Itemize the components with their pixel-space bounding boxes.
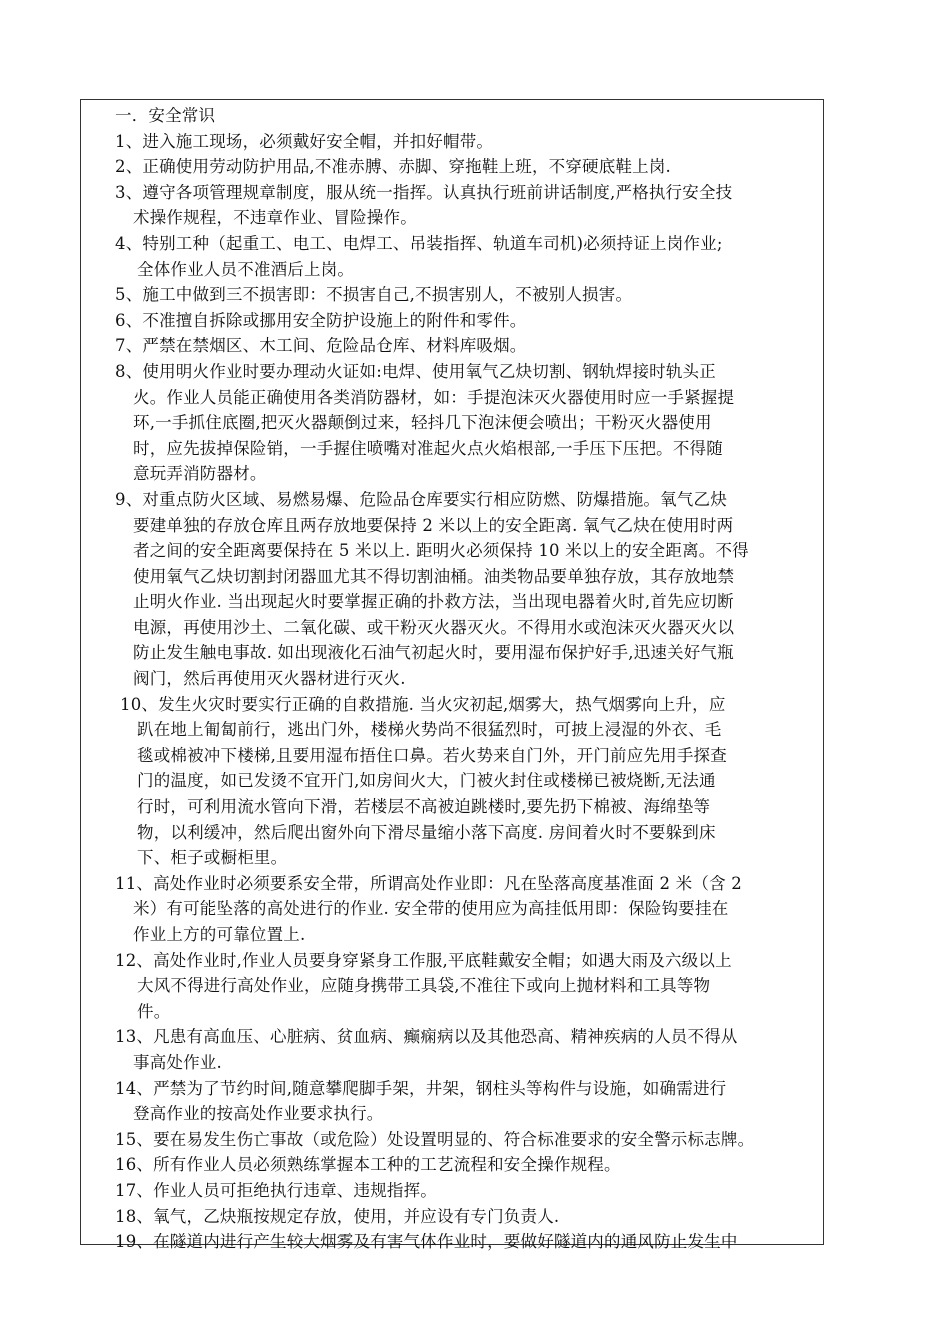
rule-11-line-2: 米）有可能坠落的高处进行的作业. 安全带的使用应为高挂低用即：保险钩要挂在 [133, 899, 729, 919]
rule-4-line-1: 4、特别工种（起重工、电工、电焊工、吊装指挥、轨道车司机)必须持证上岗作业; [115, 233, 723, 253]
section-title: 一．安全常识 [115, 106, 216, 125]
rule-10-line-3: 毯或棉被冲下楼梯,且要用湿布捂住口鼻。若火势来自门外，开门前应先用手探查 [137, 745, 727, 765]
rule-9-line-6: 电源，再使用沙土、二氧化碳、或干粉灭火器灭火。不得用水或泡沫灭火器灭火以 [133, 617, 735, 637]
rule-15-line-1: 15、要在易发生伤亡事故（或危险）处设置明显的、符合标准要求的安全警示标志牌。 [115, 1129, 755, 1149]
rule-14-line-2: 登高作业的按高处作业要求执行。 [133, 1104, 384, 1124]
rule-9-line-5: 止明火作业. 当出现起火时要掌握正确的扑救方法，当出现电器着火时,首先应切断 [133, 592, 734, 612]
rule-13-line-1: 13、凡患有高血压、心脏病、贫血病、癫痫病以及其他恐高、精神疾病的人员不得从 [115, 1027, 738, 1047]
rule-10-line-2: 趴在地上匍匐前行，逃出门外，楼梯火势尚不很猛烈时，可披上浸湿的外衣、毛 [137, 720, 722, 740]
rule-17-line-1: 17、作业人员可拒绝执行违章、违规指挥。 [115, 1180, 437, 1200]
rule-3-line-1: 3、遵守各项管理规章制度，服从统一指挥。认真执行班前讲话制度,严格执行安全技 [115, 182, 733, 202]
rule-8-line-5: 意玩弄消防器材。 [133, 464, 267, 484]
rule-10-line-5: 行时，可利用流水管向下滑，若楼层不高被迫跳楼时,要先扔下棉被、海绵垫等 [137, 797, 711, 817]
rule-8-line-3: 环,一手抓住底圈,把灭火器颠倒过来，轻抖几下泡沫便会喷出；干粉灭火器使用 [133, 413, 712, 433]
rule-6-line-1: 6、不准擅自拆除或挪用安全防护设施上的附件和零件。 [115, 310, 527, 330]
rule-9-line-7: 防止发生触电事故. 如出现液化石油气初起火时，要用湿布保护好手,迅速关好气瓶 [133, 643, 734, 663]
rule-8-line-1: 8、使用明火作业时要办理动火证如:电焊、使用氧气乙炔切割、钢轨焊接时轨头正 [115, 361, 716, 381]
rule-8-line-2: 火。作业人员能正确使用各类消防器材，如：手提泡沫灭火器使用时应一手紧握提 [133, 387, 735, 407]
rule-9-line-1: 9、对重点防火区域、易燃易爆、危险品仓库要实行相应防燃、防爆措施。氧气乙炔 [115, 489, 727, 509]
rule-2-line-1: 2、正确使用劳动防护用品,不准赤膊、赤脚、穿拖鞋上班，不穿硬底鞋上岗. [115, 157, 671, 177]
rule-12-line-3: 件。 [137, 1001, 171, 1021]
rule-5-line-1: 5、施工中做到三不损害即：不损害自己,不损害别人，不被别人损害。 [115, 285, 633, 305]
rule-10-line-6: 物，以利缓冲，然后爬出窗外向下滑尽量缩小落下高度. 房间着火时不要躲到床 [137, 822, 716, 842]
rule-7-line-1: 7、严禁在禁烟区、木工间、危险品仓库、材料库吸烟。 [115, 336, 527, 356]
rule-14-line-1: 14、严禁为了节约时间,随意攀爬脚手架，井架，钢柱头等构件与设施，如确需进行 [115, 1078, 727, 1098]
rule-18-line-1: 18、氧气，乙炔瓶按规定存放，使用，并应设有专门负责人. [115, 1206, 560, 1226]
rule-4-line-2: 全体作业人员不准酒后上岗。 [137, 259, 355, 279]
rule-10-line-4: 门的温度，如已发烫不宜开门,如房间火大，门被火封住或楼梯已被烧断,无法通 [137, 771, 716, 791]
rule-19-line-1: 19、在隧道内进行产生较大烟雾及有害气体作业时，要做好隧道内的通风防止发生中 [115, 1232, 738, 1252]
rule-9-line-2: 要建单独的存放仓库且两存放地要保持 2 米以上的安全距离. 氧气乙炔在使用时两 [133, 515, 734, 535]
rule-16-line-1: 16、所有作业人员必须熟练掌握本工种的工艺流程和安全操作规程。 [115, 1155, 621, 1175]
rule-9-line-3: 者之间的安全距离要保持在 5 米以上. 距明火必须保持 10 米以上的安全距离。不得 [133, 541, 749, 561]
rule-1-line-1: 1、进入施工现场，必须戴好安全帽，并扣好帽带。 [115, 131, 494, 151]
rule-9-line-8: 阀门，然后再使用灭火器材进行灭火. [133, 669, 406, 689]
rule-11-line-3: 作业上方的可靠位置上. [133, 925, 306, 944]
rule-11-line-1: 11、高处作业时必须要系安全带，所谓高处作业即：凡在坠落高度基准面 2 米（含 2 [115, 873, 742, 893]
rule-10-line-7: 下、柜子或橱柜里。 [137, 848, 288, 868]
rule-12-line-2: 大风不得进行高处作业，应随身携带工具袋,不准往下或向上抛材料和工具等物 [137, 976, 711, 996]
rule-10-line-1: 10、发生火灾时要实行正确的自救措施. 当火灾初起,烟雾大，热气烟雾向上升，应 [120, 694, 726, 714]
rule-13-line-2: 事高处作业. [133, 1052, 222, 1072]
rule-12-line-1: 12、高处作业时,作业人员要身穿紧身工作服,平底鞋戴安全帽；如遇大雨及六级以上 [115, 950, 732, 970]
rule-8-line-4: 时，应先拔掉保险销，一手握住喷嘴对准起火点火焰根部,一手压下压把。不得随 [133, 438, 723, 458]
rule-9-line-4: 使用氧气乙炔切割封闭器皿尤其不得切割油桶。油类物品要单独存放，其存放地禁 [133, 566, 735, 586]
rule-3-line-2: 术操作规程，不违章作业、冒险操作。 [133, 208, 417, 228]
document-content [115, 103, 827, 1255]
